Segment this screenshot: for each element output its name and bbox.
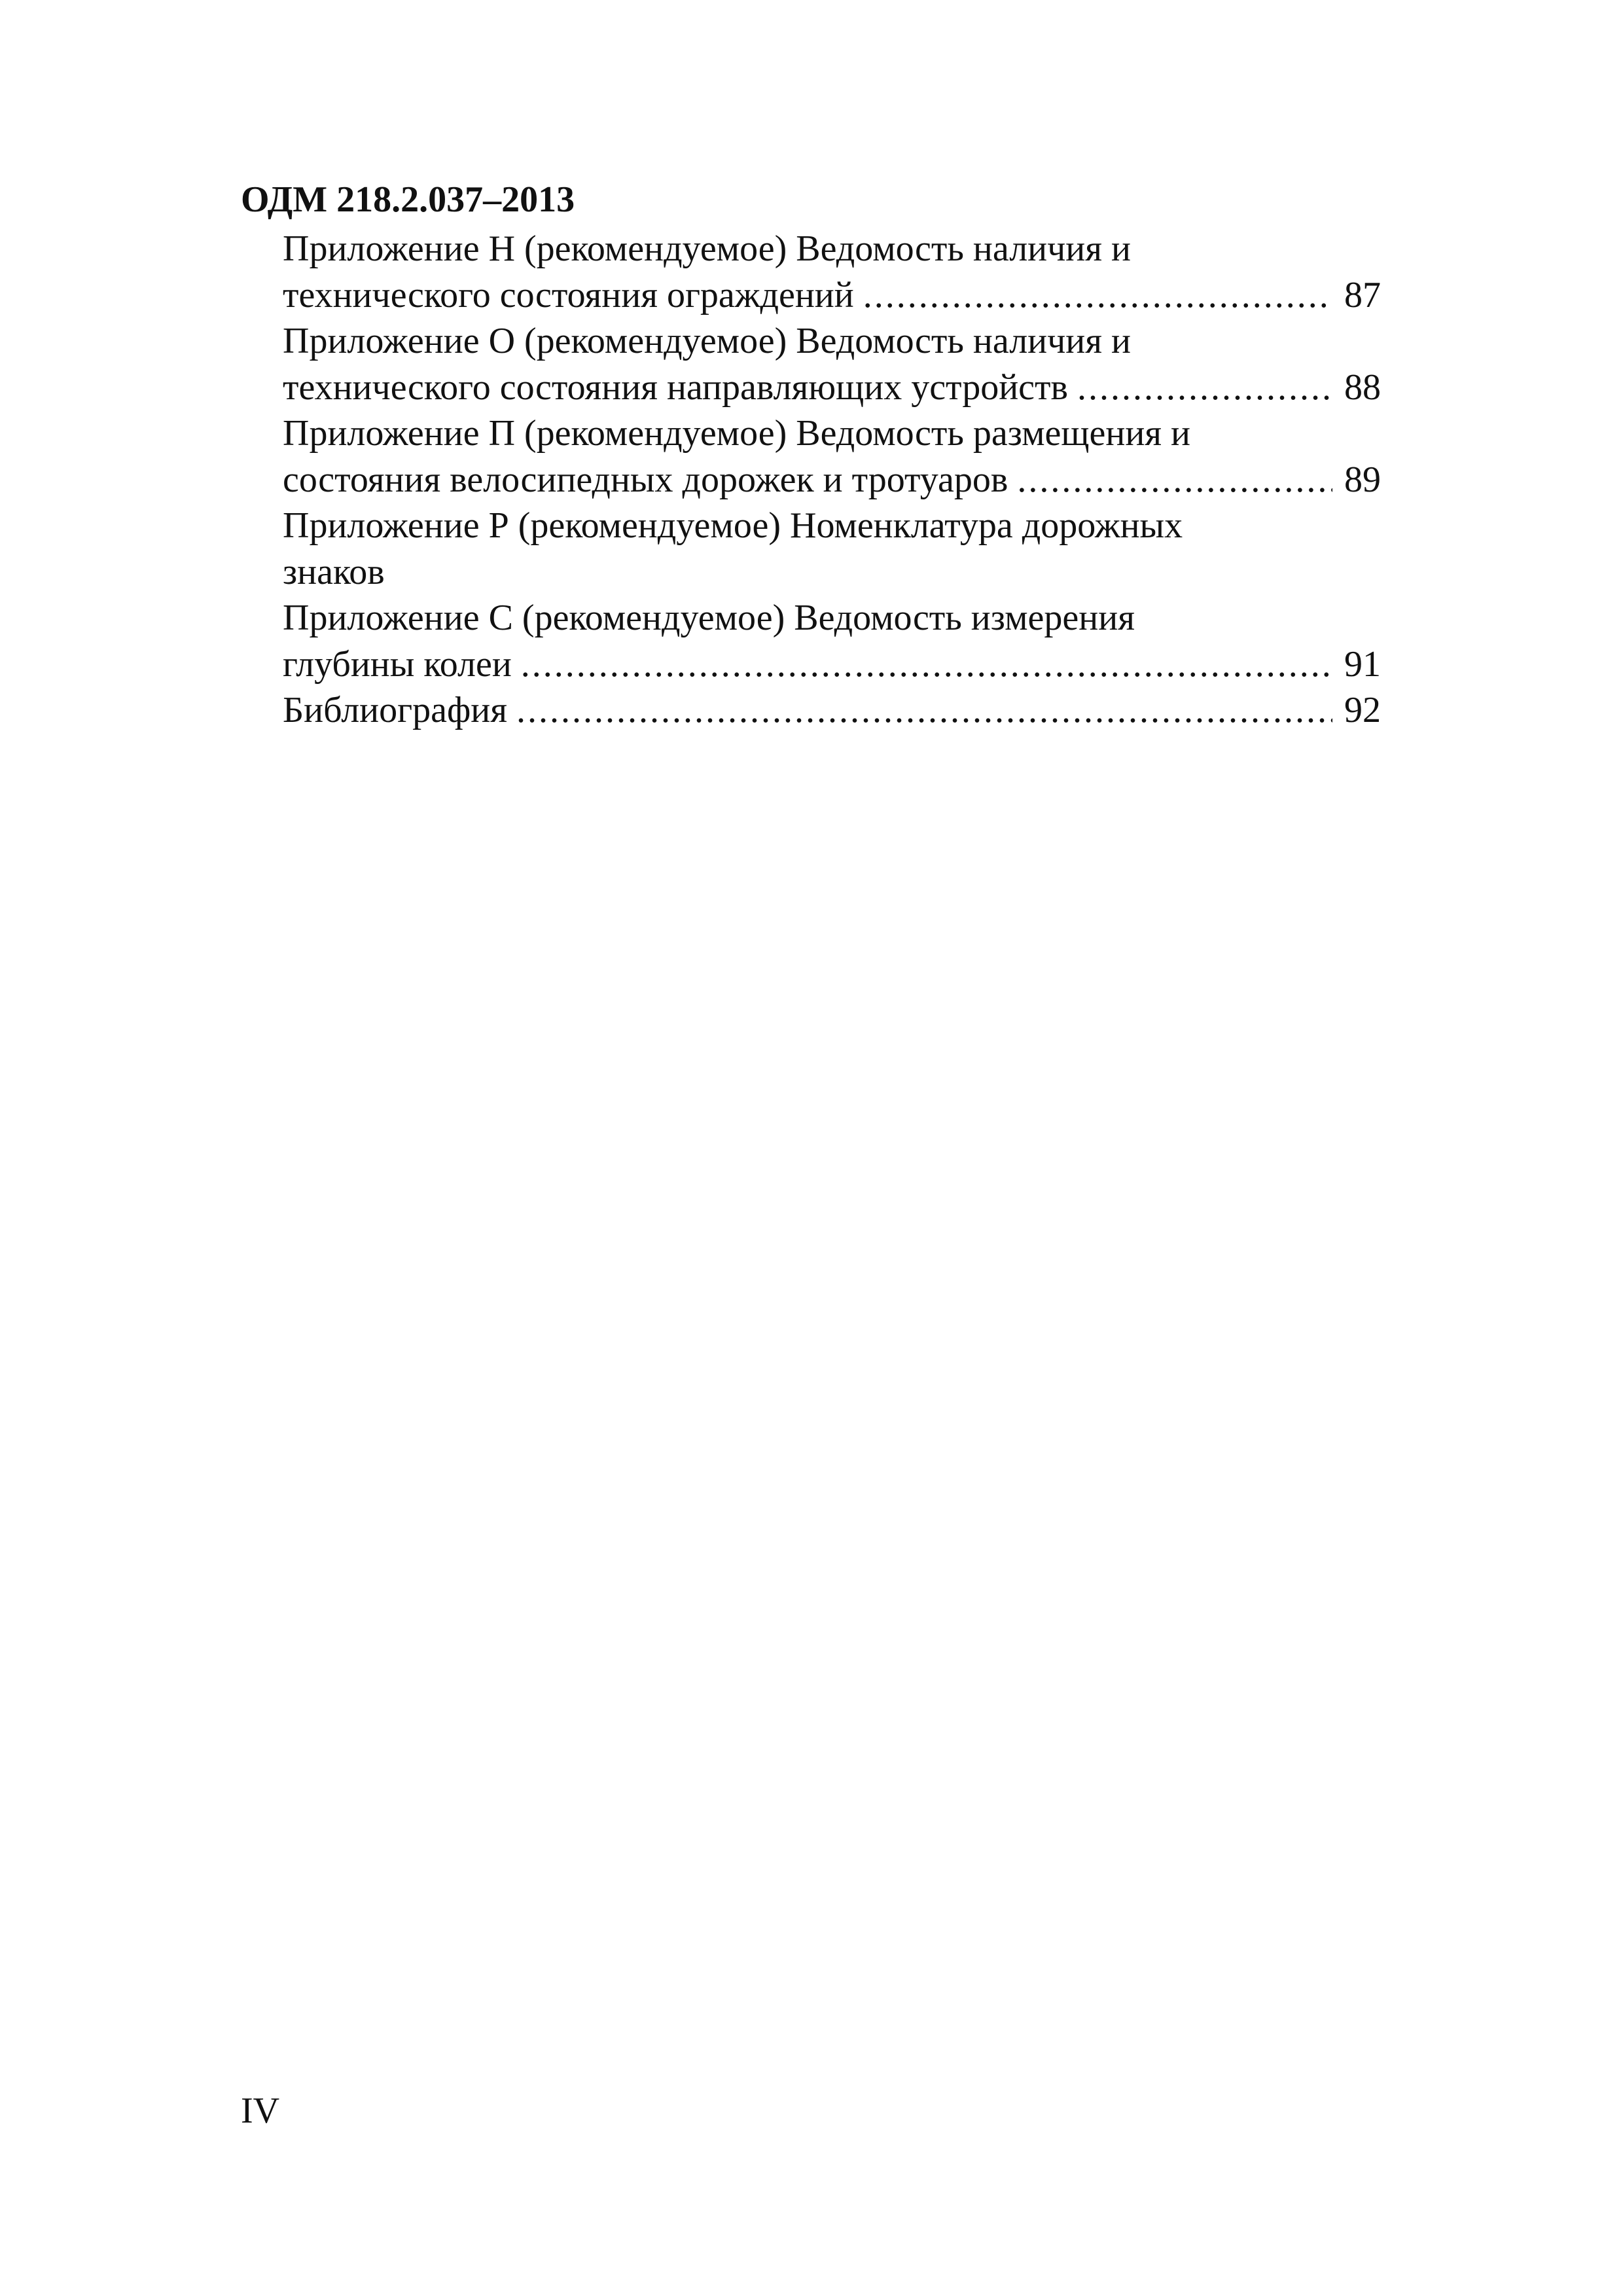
toc-entry-title-line <box>283 226 1381 272</box>
toc-entry-last-line <box>283 641 1381 688</box>
toc-entry-title-line <box>283 318 1381 365</box>
dot-leader <box>1017 457 1332 503</box>
toc-entry-title-continued: технического состояния направляющих устройств <box>283 367 1068 408</box>
dot-leader <box>863 272 1332 319</box>
toc-entry-title-continued: технического состояния ограждений <box>283 274 854 315</box>
toc-page-number: 92 <box>1344 690 1381 730</box>
toc-page-number: 91 <box>1344 643 1381 685</box>
toc-entry-last-line <box>283 687 1381 734</box>
toc-entry-appendix-n[interactable] <box>283 226 1381 318</box>
document-code: ОДМ 218.2.037–2013 <box>241 179 575 220</box>
toc-entry-title-continued: состояния велосипедных дорожек и тротуаров <box>283 459 1008 500</box>
toc-entry-title: Библиография <box>283 690 507 730</box>
toc-entry-title: Приложение О (рекомендуемое) Ведомость наличия и <box>283 321 1131 361</box>
toc-entry-last-line <box>283 365 1381 411</box>
dot-leader <box>1077 365 1332 411</box>
toc-entry-title-line <box>283 503 1381 549</box>
toc-entry-bibliography[interactable] <box>283 687 1381 734</box>
dot-leader <box>521 641 1332 688</box>
toc-entry-title: Приложение Р (рекомендуемое) Номенклатура дорожных <box>283 505 1183 546</box>
toc-entry-title: Приложение Н (рекомендуемое) Ведомость наличия и <box>283 228 1131 269</box>
toc-entry-appendix-r[interactable] <box>283 503 1381 595</box>
toc-entry-title: Приложение П (рекомендуемое) Ведомость размещения и <box>283 413 1191 454</box>
toc-entry-last-line <box>283 549 1381 596</box>
toc-page-number: 87 <box>1344 274 1381 315</box>
toc-entry-title-continued: глубины колеи <box>283 643 512 685</box>
toc-entry-title-continued: знаков <box>283 551 385 592</box>
page-number: IV <box>241 2090 280 2131</box>
toc-entry-last-line <box>283 457 1381 503</box>
table-of-contents <box>283 226 1381 734</box>
dot-leader <box>516 687 1332 734</box>
toc-entry-appendix-o[interactable] <box>283 318 1381 410</box>
toc-entry-last-line <box>283 272 1381 319</box>
toc-entry-title-line <box>283 410 1381 457</box>
toc-entry-appendix-p[interactable] <box>283 410 1381 503</box>
toc-entry-title: Приложение С (рекомендуемое) Ведомость измерения <box>283 598 1135 638</box>
toc-page-number: 89 <box>1344 459 1381 500</box>
toc-page-number: 88 <box>1344 367 1381 408</box>
toc-entry-title-line <box>283 595 1381 641</box>
toc-entry-appendix-s[interactable] <box>283 595 1381 687</box>
